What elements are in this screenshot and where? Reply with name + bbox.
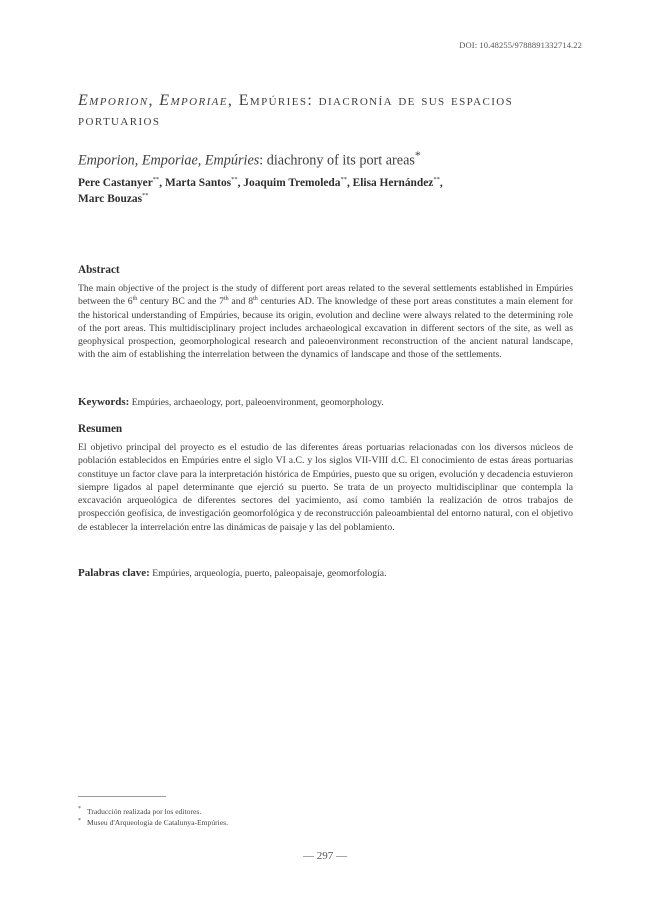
author-name: Marc Bouzas (78, 192, 143, 205)
author-list (78, 176, 588, 208)
resumen-text: El objetivo principal del proyecto es el estudio de las diferentes áreas portuarias relacionadas con los diversos núcleos de población establecidos en Empúries entre el siglo VI a.C. y los siglos VII-VIII d.C. El conocimiento de estas áreas portuarias constituye un factor clave para la interpretación histórica de Empúries, puesto que su origen, evolución y decadencia estuvieron siempre ligados al papel determinante que ejerció su puerto. Se trata de un proyecto multidisciplinar que contempla la excavación arqueológica de diferentes sectores del yacimiento, así como también la realización de otros trabajos de prospección geofísica, de investigación geomorfológica y de reconstrucción paleoambiental del entorno natural, con el objetivo de establecer la interrelación entre las dinámicas de paisaje y las del poblamiento. (78, 442, 573, 533)
footnote-item: * Museu d'Arqueologia de Catalunya-Empúries. (78, 817, 228, 828)
keywords-text: Empúries, archaeology, port, paleoenvironment, geomorphology. (129, 397, 384, 408)
author-name: Pere Castanyer (78, 177, 153, 189)
resumen-heading: Resumen (78, 423, 123, 435)
keywords-label: Keywords: (78, 396, 130, 408)
title-es-emporion: Emporion (78, 92, 149, 109)
title-es-rest: Empúries: diacronía de sus espacios portuarios (78, 92, 514, 130)
author-footnote-mark: ** (142, 192, 149, 200)
footnote-text: Museu d'Arqueologia de Catalunya-Empúries. (87, 818, 228, 828)
title-en-italic: Emporion, Emporiae, Empúries (78, 152, 260, 169)
abstract-text-part: The main objective of the project is the study of different port areas related to the several settlements established in Empúries between the 6 (78, 283, 573, 308)
abstract-text (78, 282, 573, 362)
footnote-text: Traducción realizada por los editores. (87, 807, 202, 816)
footnotes (78, 806, 573, 829)
footnote-item: * Traducción realizada por los editores. (78, 806, 202, 816)
author-footnote-mark: ** (340, 176, 347, 184)
author-footnote-mark: ** (433, 176, 440, 184)
author-name: Elisa Hernández (352, 177, 434, 189)
title-es-separator: , (227, 92, 239, 109)
ordinal-suffix: th (253, 296, 258, 303)
page-number: — 297 — (303, 850, 347, 862)
abstract-text-part: century BC and the 7 (137, 296, 224, 308)
title-en-rest: : diachrony of its port areas (259, 152, 415, 169)
title-es-separator: , (148, 92, 160, 109)
author-name: Marta Santos (164, 177, 232, 189)
author-separator: , (439, 177, 443, 189)
author-name: Joaquim Tremoleda (243, 177, 341, 189)
abstract-heading: Abstract (78, 264, 120, 276)
author-separator: , (159, 177, 165, 189)
author-separator: , (346, 177, 353, 189)
title-es-emporiae: Emporiae (159, 92, 228, 109)
author-separator: , (237, 177, 244, 189)
title-en-footnote-mark: * (414, 148, 421, 162)
author-footnote-mark: ** (152, 176, 160, 184)
footnote-divider (78, 796, 166, 797)
title-spanish (78, 91, 588, 132)
abstract-text-part: and 8 (228, 296, 254, 308)
palabras-clave (78, 567, 573, 579)
doi-header: DOI: 10.48255/9788891332714.22 (459, 40, 582, 50)
abstract-text-part: centuries AD. The knowledge of these port areas constitutes a main element for the historical understanding of Empúries, because its origin, evolution and decline were always related to the determining role of the port areas. This multidisciplinary project includes archaeological excavation in different sectors of the site, as well as geophysical prospection, geomorphological research and paleoenvironment reconstruction of the ancient natural landscape, with the aim of establishing the interrelation between the dynamics of landscape and those of the settlements. (78, 296, 574, 361)
keywords (78, 396, 573, 408)
palabras-clave-text: Empúries, arqueología, puerto, paleopaisaje, geomorfología. (149, 568, 387, 579)
palabras-clave-label: Palabras clave: (78, 567, 150, 579)
ordinal-suffix: th (132, 296, 138, 303)
author-footnote-mark: ** (231, 176, 238, 184)
title-english (78, 148, 588, 170)
ordinal-suffix: th (223, 296, 229, 303)
